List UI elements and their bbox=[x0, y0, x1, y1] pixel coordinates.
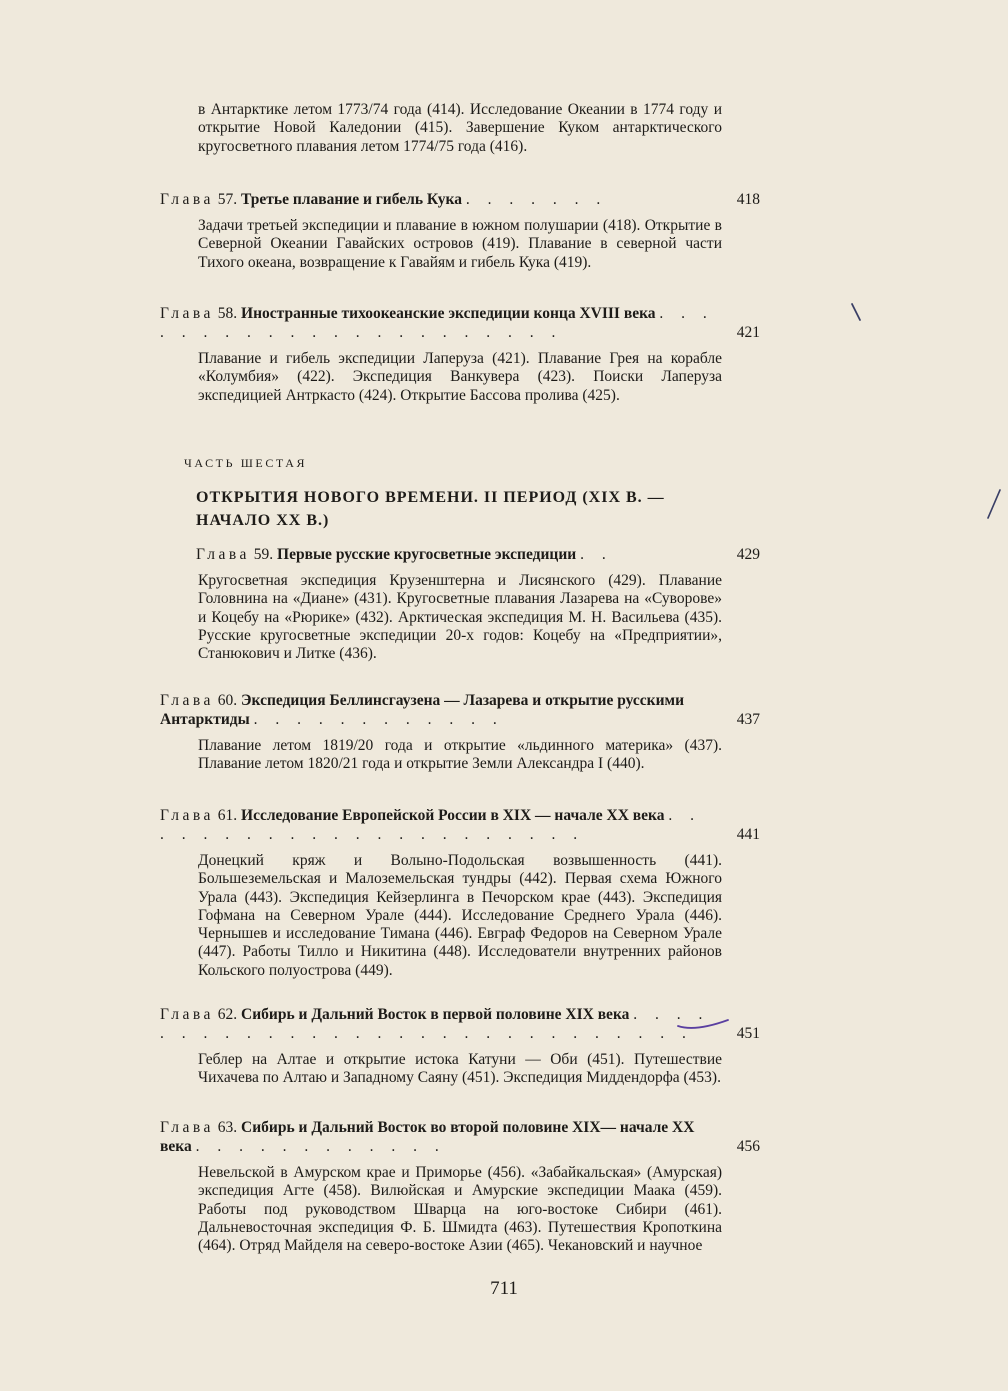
chapter-heading bbox=[160, 190, 760, 209]
chapter-title: Первые русские кругосветные экспедиции bbox=[277, 546, 577, 563]
chapter-heading bbox=[160, 1005, 760, 1043]
chapter-number: 57. bbox=[217, 191, 238, 208]
page-number: 429 bbox=[736, 546, 760, 563]
toc-entry-63 bbox=[160, 1118, 760, 1255]
chapter-number: 63. bbox=[217, 1119, 238, 1136]
page-number: 441 bbox=[736, 826, 760, 843]
leader-dots: . . . . . . . . . . . . . . . . . . . . . . bbox=[160, 305, 714, 341]
page-number: 418 bbox=[736, 191, 760, 208]
chapter-number: 59. bbox=[253, 546, 274, 563]
page-number: 437 bbox=[736, 711, 760, 728]
chapter-heading bbox=[160, 304, 760, 342]
leader-dots: . . . . . . . bbox=[465, 191, 608, 208]
intro-text: в Антарктике летом 1773/74 года (414). Исследование Океании в 1774 году и открытие Новой Каледонии (415). Завершение Куком антарктического кругосветного плавания летом 1774/75 года (416). bbox=[198, 101, 722, 155]
page-number: 421 bbox=[736, 324, 760, 341]
chapter-label: Глава bbox=[160, 692, 214, 709]
chapter-label: Глава bbox=[160, 305, 214, 322]
chapter-description: Плавание и гибель экспедиции Лаперуза (421). Плавание Грея на корабле «Колумбия» (422). Экспедиция Ванкувера (423). Поиски Лаперуза экспедицией Антркасто (424). Открытие Бассова пролива (425). bbox=[198, 350, 722, 404]
toc-entry-61 bbox=[160, 806, 760, 980]
chapter-title: Иностранные тихоокеанские экспедиции конца XVIII века bbox=[241, 305, 656, 322]
chapter-label: Глава bbox=[196, 546, 250, 563]
leader-dots: . . . . . . . . . . . . . . . . . . . . . . bbox=[160, 807, 701, 843]
chapter-title: Исследование Европейской России в XIX — начале XX века bbox=[241, 807, 665, 824]
chapter-heading bbox=[196, 545, 760, 564]
toc-entry-59 bbox=[196, 545, 760, 663]
chapter-description: Невельской в Амурском крае и Приморье (456). «Забайкальская» (Амурская) экспедиция Агте (458). Вилюйская и Амурские экспедиции Маака (459). Работы под руководством Шварца на юго-востоке Сибири (461). Дальневосточная экспедиция Ф. Б. Шмидта (463). Путешествия Кропоткина (464). Отряд Майделя на северо-востоке Азии (465). Чекановский и научное bbox=[198, 1164, 722, 1255]
chapter-number: 60. bbox=[217, 692, 238, 709]
chapter-heading bbox=[160, 1118, 760, 1156]
chapter-description: Донецкий кряж и Волыно-Подольская возвышенность (441). Большеземельская и Малоземельская тундры (442). Первая схема Южного Урала (443). Экспедиция Кейзерлинга в Печорском крае (443). Экспедиция Гофмана на Северном Урале (444). Исследование Среднего Урала (446). Чернышев и исследование Тимана (446). Евграф Федоров на Северном Урале (447). Работы Тилло и Никитина (448). Исследователи внутренних районов Кольского полуострова (449). bbox=[198, 852, 722, 979]
leader-dots: . . . . . . . . . . . . . . . . . . . . . . . . . . . . . bbox=[160, 1006, 710, 1042]
toc-entry-58 bbox=[160, 304, 760, 405]
chapter-label: Глава bbox=[160, 1119, 214, 1136]
chapter-description: Задачи третьей экспедиции и плавание в южном полушарии (418). Открытие в Северной Океании Гавайских островов (419). Плавание в северной части Тихого океана, возвращение к Гавайям и гибель Кука (419). bbox=[198, 217, 722, 271]
leader-dots: . . bbox=[580, 546, 613, 563]
part-label: ЧАСТЬ ШЕСТАЯ bbox=[184, 456, 308, 470]
toc-entry-60 bbox=[160, 691, 760, 774]
chapter-number: 61. bbox=[217, 807, 238, 824]
chapter-title: Третье плавание и гибель Кука bbox=[241, 191, 462, 208]
chapter-description: Плавание летом 1819/20 года и открытие «льдинного материка» (437). Плавание летом 1820/21 года и открытие Земли Александра I (440). bbox=[198, 737, 722, 773]
part-title: ОТКРЫТИЯ НОВОГО ВРЕМЕНИ. II ПЕРИОД (XIX В. — НАЧАЛО XX В.) bbox=[196, 489, 665, 529]
chapter-label: Глава bbox=[160, 191, 214, 208]
chapter-description: Кругосветная экспедиция Крузенштерна и Лисянского (429). Плавание Головнина на «Диане» (431). Кругосветные плавания Лазарева на «Суворове» и Коцебу на «Рюрике» (432). Арктическая экспедиция М. Н. Васильева (435). Русские кругосветные экспедиции 20-х годов: Коцебу на «Предприятии», Станюкович и Литке (436). bbox=[198, 572, 722, 663]
chapter-heading bbox=[160, 691, 760, 729]
pen-stroke-mark bbox=[846, 300, 866, 324]
chapter-number: 62. bbox=[217, 1006, 238, 1023]
pen-stroke-mark bbox=[982, 486, 1006, 522]
leader-dots: . . . . . . . . . . . . bbox=[195, 1138, 446, 1155]
chapter-title: Сибирь и Дальний Восток во второй половине XIX— начале XX века bbox=[160, 1119, 695, 1155]
page-number: 451 bbox=[736, 1025, 760, 1042]
toc-entry-62 bbox=[160, 1005, 760, 1088]
toc-entry-57 bbox=[160, 190, 760, 272]
chapter-heading bbox=[160, 806, 760, 844]
leader-dots: . . . . . . . . . . . . bbox=[253, 711, 504, 728]
chapter-number: 58. bbox=[217, 305, 238, 322]
page-number: 456 bbox=[736, 1138, 760, 1155]
pen-underline-mark bbox=[676, 1014, 732, 1032]
page-folio: 711 bbox=[490, 1278, 518, 1299]
chapter-label: Глава bbox=[160, 1006, 214, 1023]
chapter-description: Геблер на Алтае и открытие истока Катуни — Оби (451). Путешествие Чихачева по Алтаю и Западному Саяну (451). Экспедиция Миддендорфа (453). bbox=[198, 1051, 722, 1087]
chapter-label: Глава bbox=[160, 807, 214, 824]
chapter-title: Сибирь и Дальний Восток в первой половине XIX века bbox=[241, 1006, 630, 1023]
chapter-title: Экспедиция Беллинсгаузена — Лазарева и открытие русскими Антарктиды bbox=[160, 692, 685, 728]
